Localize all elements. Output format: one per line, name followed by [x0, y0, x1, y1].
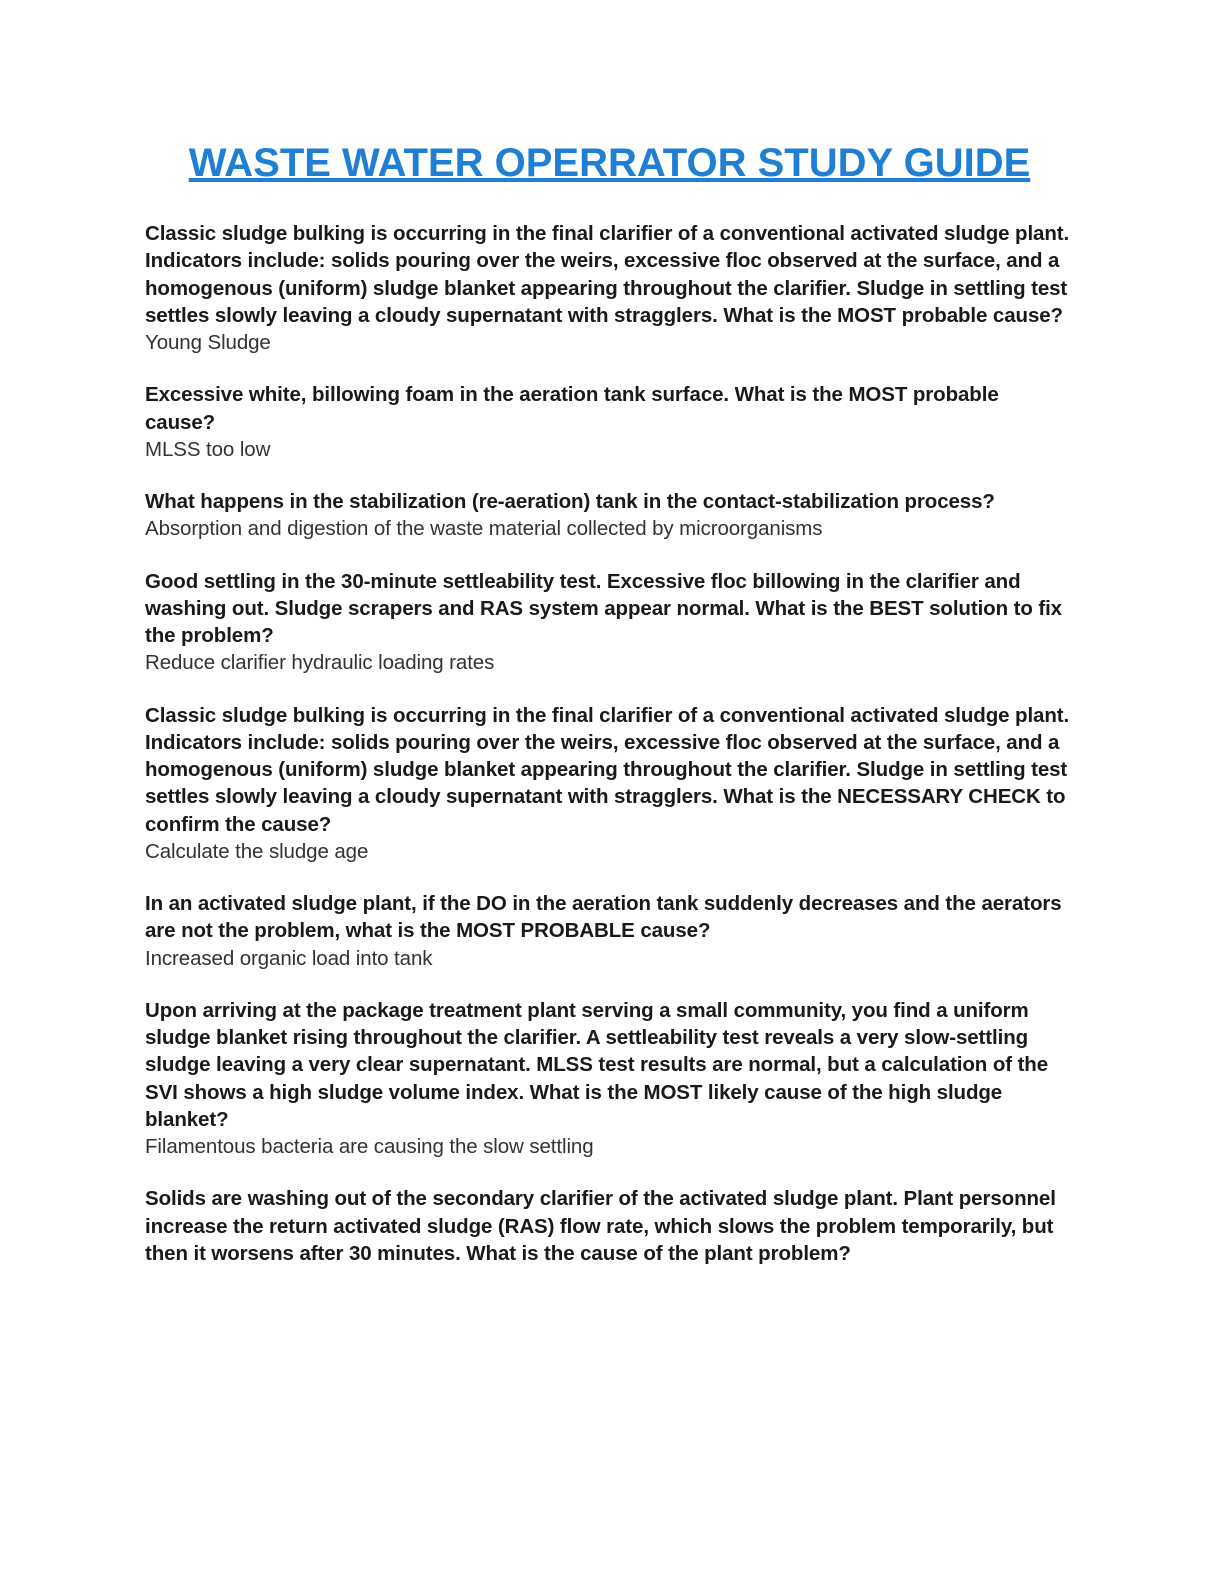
- question-text: Classic sludge bulking is occurring in the final clarifier of a conventional activated sludge plant. Indicators include: solids pouring over the weirs, excessive floc observed at the surface, and a homogenous (uniform) sludge blanket appearing throughout the clarifier. Sludge in settling test settles slowly leaving a cloudy supernatant with stragglers. What is the MOST probable cause?: [145, 222, 1070, 327]
- answer-text: Absorption and digestion of the waste material collected by microorganisms: [145, 517, 823, 541]
- question-text: Good settling in the 30-minute settleability test. Excessive floc billowing in the clarifier and washing out. Sludge scrapers and RAS system appear normal. What is the BEST solution to fix the problem?: [145, 569, 1062, 647]
- question-text: Upon arriving at the package treatment plant serving a small community, you find a uniform sludge blanket rising throughout the clarifier. A settleability test reveals a very slow-settling sludge leaving a very clear supernatant. MLSS test results are normal, but a calculation of the SVI shows a high sludge volume index. What is the MOST likely cause of the high sludge blanket?: [145, 998, 1049, 1131]
- qa-block: [145, 381, 1074, 463]
- qa-block: [145, 997, 1074, 1161]
- answer-text: Reduce clarifier hydraulic loading rates: [145, 651, 495, 675]
- answer-text: Increased organic load into tank: [145, 946, 433, 970]
- question-text: What happens in the stabilization (re-aeration) tank in the contact-stabilization process?: [145, 490, 995, 513]
- question-text: Solids are washing out of the secondary clarifier of the activated sludge plant. Plant personnel increase the return activated sludge (RAS) flow rate, which slows the problem temporarily, but then it worsens after 30 minutes. What is the cause of the plant problem?: [145, 1187, 1056, 1265]
- qa-block: [145, 1185, 1074, 1267]
- qa-block: [145, 220, 1074, 356]
- qa-block: [145, 890, 1074, 972]
- page-title: WASTE WATER OPERRATOR STUDY GUIDE: [188, 141, 1031, 185]
- answer-text: Young Sludge: [145, 331, 271, 354]
- answer-text: Filamentous bacteria are causing the slow settling: [145, 1135, 594, 1158]
- answer-text: MLSS too low: [145, 437, 271, 461]
- qa-block: [145, 568, 1074, 677]
- qa-block: [145, 488, 1074, 543]
- question-text: In an activated sludge plant, if the DO in the aeration tank suddenly decreases and the aerators are not the problem, what is the MOST PROBABLE cause?: [145, 892, 1062, 943]
- question-text: Classic sludge bulking is occurring in the final clarifier of a conventional activated sludge plant. Indicators include: solids pouring over the weirs, excessive floc observed at the surface, and a homogenous (uniform) sludge blanket appearing throughout the clarifier. Sludge in settling test settles slowly leaving a cloudy supernatant with stragglers. What is the NECESSARY CHECK to confirm the cause?: [145, 703, 1070, 836]
- qa-block: [145, 702, 1074, 866]
- question-text: Excessive white, billowing foam in the aeration tank surface. What is the MOST probable cause?: [145, 383, 999, 434]
- answer-text: Calculate the sludge age: [145, 839, 369, 863]
